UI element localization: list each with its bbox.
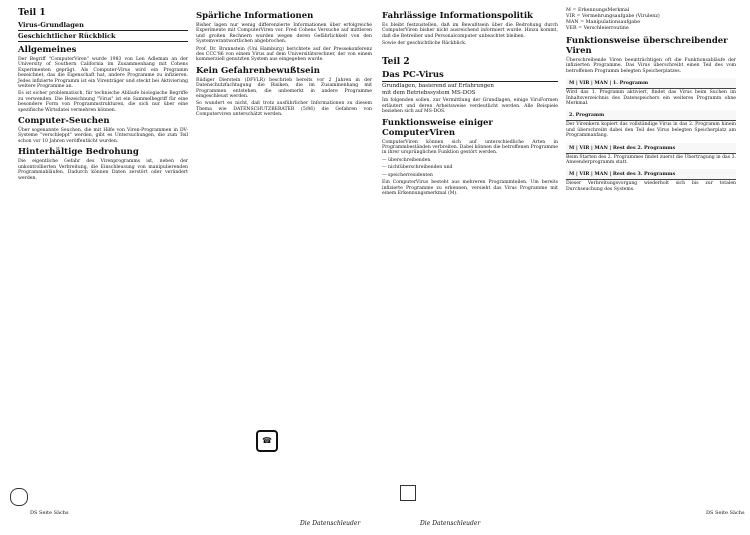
- paragraph: Dieser Verbreitungsvorgang wiederholt sich bis zur totalen Durchseuchung des Systems.: [566, 181, 736, 192]
- heading: Funktionsweise überschreibender Viren: [566, 36, 728, 56]
- paragraph: ComputerViren können sich auf unterschiedliche Arten in Programmbeständen verbreiten. Dabei können die betroffenen Programme in ihrer ursprünglichen Funktion gestört werden.: [382, 139, 558, 156]
- logo-icon: [400, 485, 416, 501]
- diagram-box: 2. Programm: [566, 110, 736, 121]
- legend: [566, 8, 736, 32]
- paragraph: Beim Starten des 2. Programmes findet zuerst die Übertragung in das 3. Anwenderprogramm statt.: [566, 154, 736, 166]
- paragraph: Sowie der geschichtliche Rückblick.: [382, 41, 467, 47]
- paragraph: Ein ComputerVirus besteht aus mehreren Programmteilen. Um bereits infizierte Programme zu erkennen, versieht das Virus Programme mit einem Erkennungsmerkmal (M).: [382, 180, 558, 196]
- legend-item: MAN = Manipulationsaufgabe: [566, 20, 641, 25]
- legend-item: VER = Verschleierroutine: [566, 26, 629, 31]
- footer: Die Datenschleuder: [300, 520, 361, 527]
- heading: Hinterhältige Bedrohung: [18, 147, 139, 158]
- paragraph: Rüdiger Dierstein (DFVLR) beschrieb bereits vor 2 Jahren in der Datenschutzfachtagung die Risiken, die im Zusammenhang mit Programmen entstehen, die unbemerkt in andere Programme eingeschleust werden.: [196, 77, 372, 100]
- paragraph: Prof. Dr. Brunnstein (Uni Hamburg) berichtete auf der Pressekonferenz des CCC'86 von einem Virus auf dem Universitätsrechner, der von einem kommerziell genutzten System aus eingegeben wurde.: [196, 46, 372, 63]
- heading: Spärliche Informationen: [196, 11, 314, 21]
- heading: Funktionsweise einiger ComputerViren: [382, 117, 493, 138]
- heading: Allgemeines: [18, 45, 77, 55]
- column-2: [196, 8, 372, 120]
- list-item: — nichtüberschreibenden und: [382, 165, 453, 171]
- column-3: [382, 8, 558, 198]
- phone-icon: ☎: [256, 430, 278, 452]
- list-item: — speicherresidenten: [382, 172, 433, 178]
- list-item: — überschreibenden: [382, 157, 431, 163]
- paragraph: Überschreibende Viren beeinträchtigen oft die Funktionsabläufe der infizierten Programme. Das Virus überschreibt einen Teil des vom betroffenen Programm belegten Speicherplatzes.: [566, 58, 736, 74]
- heading: Kein Gefahrenbewußtsein: [196, 65, 320, 76]
- footer: DS Seite Sächs: [706, 510, 745, 516]
- paragraph: Bisher lagen nur wenig differenzierte Informationen über erfolgreiche Experimente mit ComputerViren vor. Fred Cohens Versuche auf mittleren und großen Rechnern wurden wegen deren Gefährlichkeit von den Systemverantwortlichen abgebrochen.: [196, 23, 372, 45]
- paragraph: Die eigentliche Gefahr des Virenprogramms ist, neben der unkontrollierten Verbreitung, die Einschleusung von manipulierenden Programmabläufen. Dadurch können Daten zerstört oder verändert werden.: [18, 159, 188, 181]
- part-title: Teil 2: [382, 56, 410, 67]
- heading: Das PC-Virus: [382, 70, 558, 82]
- column-4: [566, 8, 736, 194]
- paragraph: Der Begriff "ComputerViren" wurde 1983 von Len Adleman an der University of Southern California im Zusammenhang mit Cohens Experimenten geprägt. Als Computer-Virus wird ein Programm bezeichnet, das die Eigenschaft hat, andere Programme zu infizieren. Jedes infizierte Programm ist ein Virenträger und steckt bei Aktivierung weitere Programme an.: [18, 57, 188, 90]
- part-title: Teil 1: [18, 8, 46, 18]
- paragraph: Im folgenden sollen, zur Vermittlung der Grundlagen, einige ViruFormen erläutert und deren Arbeitsweise verdeutlicht werden. Alle Beispiele beziehen sich auf MS-DOS.: [382, 98, 558, 115]
- column-1: [18, 8, 188, 183]
- legend-item: VIR = Vermehrungsaufgabe (Virulenz): [566, 14, 660, 19]
- diagram-box: M | VIR | MAN | 1. Programm: [566, 78, 736, 89]
- scribble-icon: [10, 488, 28, 506]
- subtitle: mit dem Betriebssystem MS-DOS: [382, 90, 476, 97]
- paragraph: So wundert es nicht, daß trotz ausführlicher Informationen zu diesem Thema wie DATENSCHUTZBERATER (5/86) die Gefahren von Computerviren unterschätzt werden.: [196, 101, 372, 118]
- paragraph: Wird das 1. Programm aktiviert, findet das Virus beim Suchen im Inhaltsverzeichnis des Datenspeichers ein weiteres Programm ohne Merkmal.: [566, 90, 736, 107]
- subtitle: Grundlagen, basierend auf Erfahrungen: [382, 82, 494, 89]
- paragraph: Es ist sicher problematisch, für technische Abläufe biologische Begriffe zu verwenden. Die Bezeichnung "Virus" ist ein Sammelbegriff für eine besondere Form von Programmstrukturen, die sich nur über eine spezifische Wirtsdatei vermehren können.: [18, 91, 188, 113]
- footer: DS Seite Sächs: [30, 510, 69, 516]
- heading: Fahrlässige Informationspolitik: [382, 11, 533, 21]
- section-subtitle: Geschichtlicher Rückblick: [18, 32, 188, 42]
- paragraph: Der Virenkern kopiert das vollständige Virus in das 2. Programm hinein und überschreibt dabei den Teil des Virus belegten Speicherplatz am Programmanfang.: [566, 122, 736, 139]
- paragraph: Es bleibt festzustellen, daß im Bewußtsein über die Bedrohung durch ComputerViren bisher nicht ausreichend informiert wurde. Hinzu kommt, daß die Betreiber und Personalcomputer unbeachtet bleiben.: [382, 23, 558, 39]
- legend-item: M = ErkennungsMerkmal: [566, 8, 630, 13]
- paragraph: Über sogenannte Seuchen, die mit Hilfe von Viren-Programmen in DV-Systeme "verschleppt" werden, gibt es Untersuchungen, die zum Teil schon vor 10 Jahren veröffentlicht wurden.: [18, 128, 188, 144]
- section-subtitle: Virus-Grundlagen: [18, 21, 188, 31]
- heading: Computer-Seuchen: [18, 116, 110, 127]
- diagram-box: M | VIR | MAN | Rest des 2. Programms: [566, 143, 736, 154]
- footer: Die Datenschleuder: [420, 520, 481, 527]
- diagram-box: M | VIR | MAN | Rest des 3. Programms: [566, 169, 736, 180]
